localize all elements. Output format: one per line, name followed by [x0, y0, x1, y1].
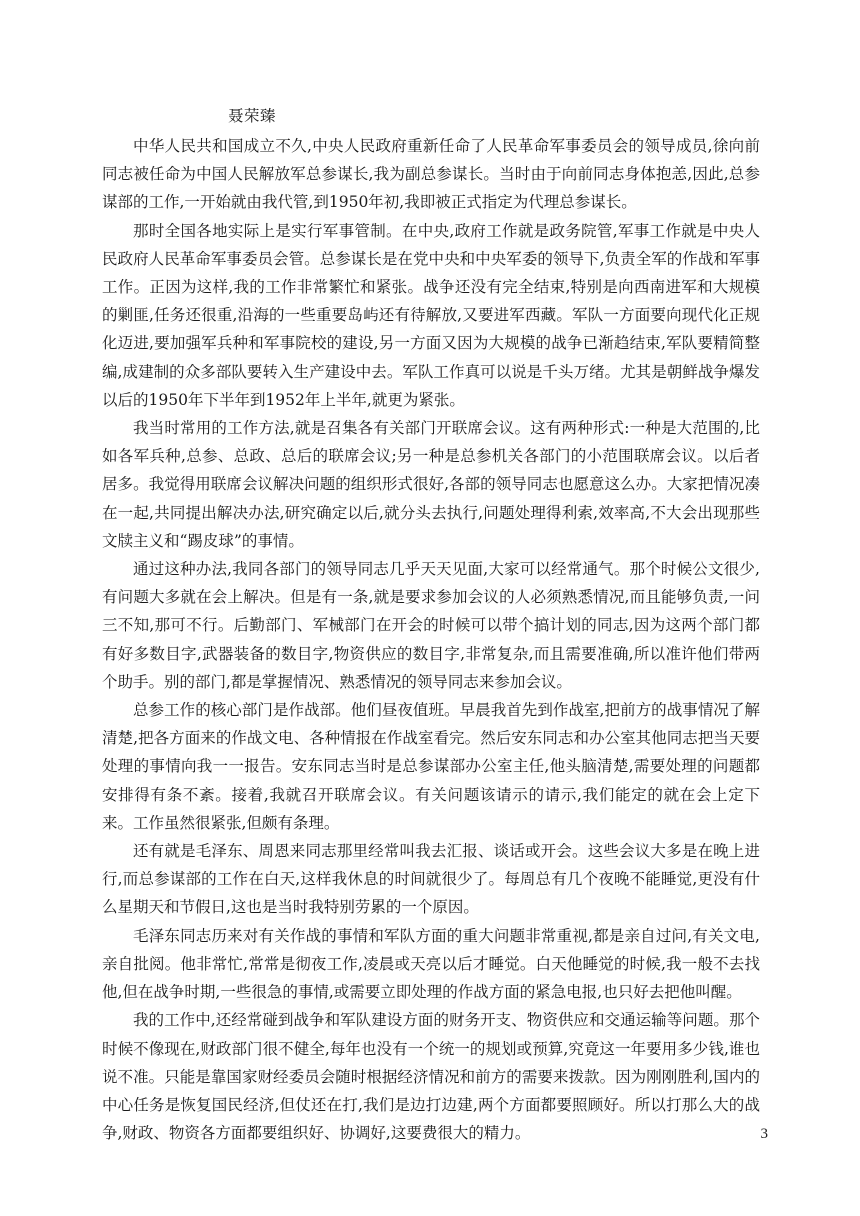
page-number: 3	[760, 1126, 768, 1142]
paragraph-8: 我的工作中,还经常碰到战争和军队建设方面的财务开支、物资供应和交通运输等问题。那个时候不像现在,财政部门很不健全,每年也没有一个统一的规划或预算,究竟这一年要用多少钱,谁也说不准。只能是靠国家财经委员会随时根据经济情况和前方的需要来拨款。因为刚刚胜利,国内的中心任务是恢复国民经济,但仗还在打,我们是边打边建,两个方面都要照顾好。所以打那么大的战争,财政、物资各方面都要组织好、协调好,这要费很大的精力。	[102, 1011, 760, 1143]
paragraph-6: 还有就是毛泽东、周恩来同志那里经常叫我去汇报、谈话或开会。这些会议大多是在晚上进行,而总参谋部的工作在白天,这样我休息的时间就很少了。每周总有几个夜晚不能睡觉,更没有什么星期天和节假日,这也是当时我特别劳累的一个原因。	[102, 842, 760, 917]
paragraph-5: 总参工作的核心部门是作战部。他们昼夜值班。早晨我首先到作战室,把前方的战事情况了解清楚,把各方面来的作战文电、各种情报在作战室看完。然后安东同志和办公室其他同志把当天要处理的事情向我一一报告。安东同志当时是总参谋部办公室主任,他头脑清楚,需要处理的问题都安排得有条不紊。接着,我就召开联席会议。有关问题该请示的请示,我们能定的就在会上定下来。工作虽然很紧张,但颇有条理。	[102, 701, 760, 832]
paragraph-2: 那时全国各地实际上是实行军事管制。在中央,政府工作就是政务院管,军事工作就是中央人民政府人民革命军事委员会管。总参谋长是在党中央和中央军委的领导下,负责全军的作战和军事工作。正因为这样,我的工作非常繁忙和紧张。战争还没有完全结束,特别是向西南进军和大规模的剿匪,任务还很重,沿海的一些重要岛屿还有待解放,又要进军西藏。军队一方面要向现代化正规化迈进,要加强军兵种和军事院校的建设,另一方面又因为大规模的战争已渐趋结束,军队要精简整编,成建制的众多部队要转入生产建设中去。军队工作真可以说是千头万绪。尤其是朝鲜战争爆发以后的1950年下半年到1952年上半年,就更为紧张。	[102, 221, 760, 409]
paragraph-1: 中华人民共和国成立不久,中央人民政府重新任命了人民革命军事委员会的领导成员,徐向前同志被任命为中国人民解放军总参谋长,我为副总参谋长。当时由于向前同志身体抱恙,因此,总参谋部的工作,一开始就由我代管,到1950年初,我即被正式指定为代理总参谋长。	[102, 137, 760, 212]
article-body	[102, 132, 760, 1147]
paragraph-7: 毛泽东同志历来对有关作战的事情和军队方面的重大问题非常重视,都是亲自过问,有关文电,亲自批阅。他非常忙,常常是彻夜工作,凌晨或天亮以后才睡觉。白天他睡觉的时候,我一般不去找他,但在战争时期,一些很急的事情,或需要立即处理的作战方面的紧急电报,也只好去把他叫醒。	[102, 926, 760, 1002]
author-name: 聂荣臻	[228, 107, 277, 125]
paragraph-4: 通过这种办法,我同各部门的领导同志几乎天天见面,大家可以经常通气。那个时候公文很少,有问题大多就在会上解决。但是有一条,就是要求参加会议的人必须熟悉情况,而且能够负责,一问三不知,那可不行。后勤部门、军械部门在开会的时候可以带个搞计划的同志,因为这两个部门都有好多数目字,武器装备的数目字,物资供应的数目字,非常复杂,而且需要准确,所以准许他们带两个助手。别的部门,都是掌握情况、熟悉情况的领导同志来参加会议。	[102, 560, 760, 691]
paragraph-3: 我当时常用的工作方法,就是召集各有关部门开联席会议。这有两种形式:一种是大范围的,比如各军兵种,总参、总政、总后的联席会议;另一种是总参机关各部门的小范围联席会议。以后者居多。我觉得用联席会议解决问题的组织形式很好,各部的领导同志也愿意这么办。大家把情况凑在一起,共同提出解决办法,研究确定以后,就分头去执行,问题处理得利索,效率高,不大会出现那些文牍主义和“踢皮球”的事情。	[102, 419, 760, 550]
